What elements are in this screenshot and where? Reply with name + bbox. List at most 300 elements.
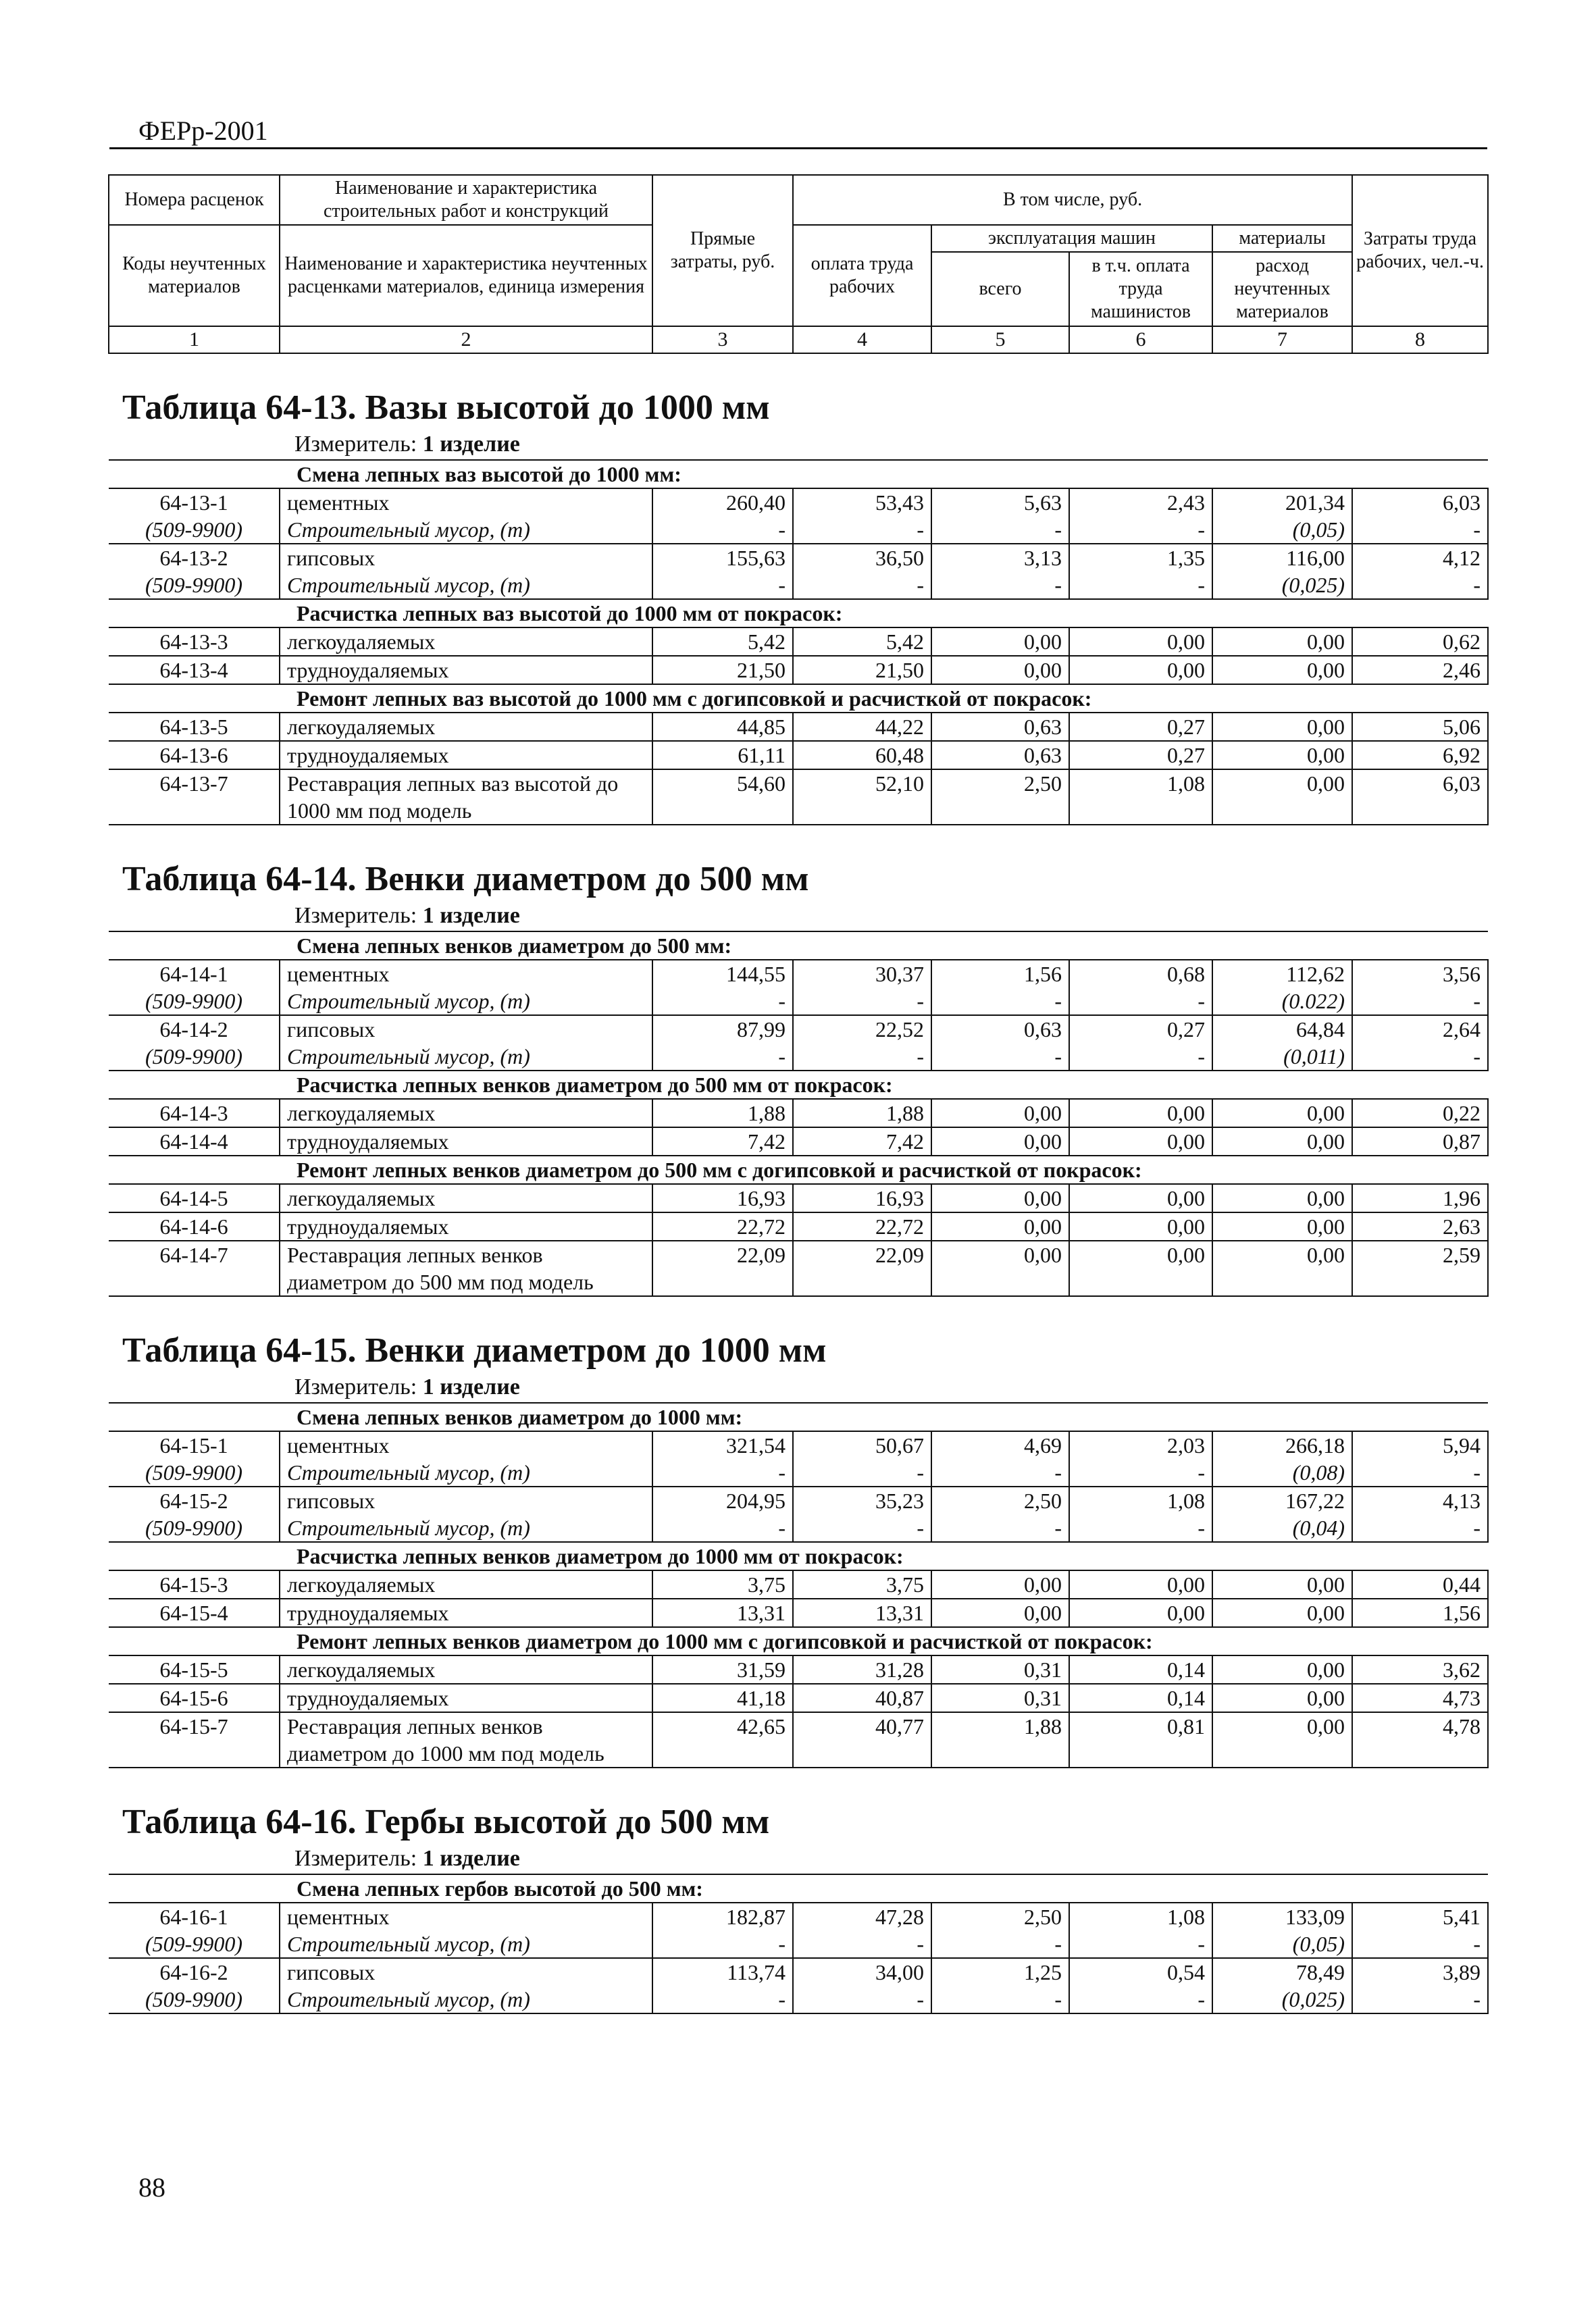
material-row <box>109 1986 1488 2013</box>
labor-hours: 6,92 <box>1352 741 1488 769</box>
direct-cost: 22,72 <box>652 1212 793 1241</box>
col-number: 5 <box>931 326 1069 353</box>
material-code: (509-9900) <box>109 1514 280 1542</box>
labor-hours: 3,89 <box>1352 1958 1488 1986</box>
direct-cost: 22,09 <box>652 1241 793 1296</box>
labor-hours: 2,46 <box>1352 656 1488 684</box>
worker-pay: 30,37 <box>793 960 931 987</box>
worker-pay: - <box>793 1986 931 2013</box>
direct-cost: 31,59 <box>652 1655 793 1684</box>
col-header-codes: Номера расценок <box>109 175 280 225</box>
materials: 78,49 <box>1212 1958 1352 1986</box>
machinist-pay: 2,03 <box>1069 1431 1212 1459</box>
rate-code: 64-14-7 <box>109 1241 280 1296</box>
machines-total: 0,00 <box>931 1099 1069 1127</box>
worker-pay: 13,31 <box>793 1599 931 1627</box>
machinist-pay: - <box>1069 571 1212 599</box>
machines-total: 4,69 <box>931 1431 1069 1459</box>
labor-hours: 4,78 <box>1352 1712 1488 1768</box>
section-heading: Смена лепных ваз высотой до 1000 мм: <box>109 460 1488 488</box>
work-name: трудноудаляемых <box>280 741 652 769</box>
col-header-materials: материалы <box>1212 225 1352 252</box>
col-header-machines-total: всего <box>931 252 1069 326</box>
unit-line <box>109 1844 1488 1874</box>
table-row <box>109 1487 1488 1514</box>
labor-hours: - <box>1352 1986 1488 2013</box>
material-code: (509-9900) <box>109 1930 280 1958</box>
direct-cost: 204,95 <box>652 1487 793 1514</box>
material-row <box>109 1459 1488 1487</box>
work-name: легкоудаляемых <box>280 1570 652 1599</box>
worker-pay: - <box>793 1459 931 1487</box>
unit-line <box>109 901 1488 931</box>
machinist-pay: 1,08 <box>1069 769 1212 825</box>
direct-cost: 113,74 <box>652 1958 793 1986</box>
table-row <box>109 1655 1488 1684</box>
machines-total: - <box>931 987 1069 1015</box>
worker-pay: - <box>793 1043 931 1071</box>
materials: 64,84 <box>1212 1015 1352 1043</box>
material-name: Строительный мусор, (т) <box>280 1930 652 1958</box>
unit-value: 1 изделие <box>422 432 520 457</box>
labor-hours: 5,06 <box>1352 713 1488 741</box>
unit-value: 1 изделие <box>422 903 520 928</box>
direct-cost: 5,42 <box>652 627 793 656</box>
document-header: ФЕРр-2001 <box>138 115 268 146</box>
col-header-name: Наименование и характеристика строительных работ и конструкций <box>280 175 652 225</box>
direct-cost: 155,63 <box>652 544 793 571</box>
direct-cost: - <box>652 516 793 544</box>
work-name: трудноудаляемых <box>280 1599 652 1627</box>
rate-code: 64-16-2 <box>109 1958 280 1986</box>
worker-pay: 31,28 <box>793 1655 931 1684</box>
machines-total: 0,00 <box>931 1212 1069 1241</box>
machinist-pay: 0,54 <box>1069 1958 1212 1986</box>
work-name: Реставрация лепных венков диаметром до 1000 мм под модель <box>280 1712 652 1768</box>
table-row <box>109 1684 1488 1712</box>
material-row <box>109 1043 1488 1071</box>
direct-cost: - <box>652 1459 793 1487</box>
rate-code: 64-15-2 <box>109 1487 280 1514</box>
labor-hours: 2,63 <box>1352 1212 1488 1241</box>
col-header-machines: эксплуатация машин <box>931 225 1212 252</box>
machinist-pay: 0,00 <box>1069 656 1212 684</box>
col-header-direct-costs: Прямые затраты, руб. <box>652 175 793 326</box>
machinist-pay: 0,68 <box>1069 960 1212 987</box>
worker-pay: 53,43 <box>793 488 931 516</box>
material-consumption: (0,05) <box>1212 1930 1352 1958</box>
materials: 0,00 <box>1212 656 1352 684</box>
machinist-pay: - <box>1069 1459 1212 1487</box>
labor-hours: 5,41 <box>1352 1903 1488 1930</box>
table-row <box>109 1212 1488 1241</box>
materials: 0,00 <box>1212 1127 1352 1156</box>
work-name: цементных <box>280 488 652 516</box>
direct-cost: 3,75 <box>652 1570 793 1599</box>
worker-pay: 47,28 <box>793 1903 931 1930</box>
machinist-pay: 0,00 <box>1069 627 1212 656</box>
machines-total: 2,50 <box>931 1903 1069 1930</box>
direct-cost: - <box>652 1930 793 1958</box>
machinist-pay: 0,00 <box>1069 1184 1212 1212</box>
section-heading: Ремонт лепных венков диаметром до 500 мм с догипсовкой и расчисткой от покрасок: <box>109 1156 1488 1184</box>
direct-cost: 321,54 <box>652 1431 793 1459</box>
rate-code: 64-15-4 <box>109 1599 280 1627</box>
machines-total: - <box>931 516 1069 544</box>
section-heading: Расчистка лепных ваз высотой до 1000 мм от покрасок: <box>109 599 1488 627</box>
col-number: 4 <box>793 326 931 353</box>
rate-code: 64-13-2 <box>109 544 280 571</box>
labor-hours: 0,87 <box>1352 1127 1488 1156</box>
machines-total: 0,00 <box>931 1241 1069 1296</box>
labor-hours: - <box>1352 571 1488 599</box>
material-row <box>109 1514 1488 1542</box>
rate-code: 64-13-5 <box>109 713 280 741</box>
labor-hours: 1,96 <box>1352 1184 1488 1212</box>
materials: 0,00 <box>1212 741 1352 769</box>
labor-hours: 0,44 <box>1352 1570 1488 1599</box>
machines-total: - <box>931 1986 1069 2013</box>
work-name: трудноудаляемых <box>280 1212 652 1241</box>
material-row <box>109 516 1488 544</box>
materials: 0,00 <box>1212 1099 1352 1127</box>
table-row <box>109 1712 1488 1768</box>
rate-code: 64-14-6 <box>109 1212 280 1241</box>
machinist-pay: 2,43 <box>1069 488 1212 516</box>
worker-pay: 22,09 <box>793 1241 931 1296</box>
labor-hours: 2,64 <box>1352 1015 1488 1043</box>
material-consumption: (0,025) <box>1212 1986 1352 2013</box>
worker-pay: - <box>793 987 931 1015</box>
col-header-material-name: Наименование и характеристика неучтенных расценками материалов, единица измерения <box>280 225 652 326</box>
labor-hours: - <box>1352 1514 1488 1542</box>
machines-total: 1,88 <box>931 1712 1069 1768</box>
machines-total: 0,00 <box>931 1570 1069 1599</box>
labor-hours: 4,73 <box>1352 1684 1488 1712</box>
materials: 201,34 <box>1212 488 1352 516</box>
machinist-pay: 0,00 <box>1069 1212 1212 1241</box>
rate-code: 64-15-3 <box>109 1570 280 1599</box>
labor-hours: 0,22 <box>1352 1099 1488 1127</box>
rate-code: 64-15-7 <box>109 1712 280 1768</box>
table-row <box>109 1099 1488 1127</box>
work-name: трудноудаляемых <box>280 1127 652 1156</box>
materials: 112,62 <box>1212 960 1352 987</box>
rate-code: 64-14-1 <box>109 960 280 987</box>
work-name: трудноудаляемых <box>280 1684 652 1712</box>
table-row <box>109 1241 1488 1296</box>
labor-hours: - <box>1352 1459 1488 1487</box>
worker-pay: 44,22 <box>793 713 931 741</box>
worker-pay: - <box>793 1514 931 1542</box>
machinist-pay: - <box>1069 1930 1212 1958</box>
worker-pay: 40,77 <box>793 1712 931 1768</box>
work-name: Реставрация лепных венков диаметром до 500 мм под модель <box>280 1241 652 1296</box>
table-row <box>109 1958 1488 1986</box>
col-number: 1 <box>109 326 280 353</box>
labor-hours: 4,12 <box>1352 544 1488 571</box>
direct-cost: - <box>652 1514 793 1542</box>
unit-label: Измеритель: <box>294 903 417 928</box>
work-name: гипсовых <box>280 1958 652 1986</box>
unit-value: 1 изделие <box>422 1374 520 1399</box>
table-row <box>109 1903 1488 1930</box>
material-code: (509-9900) <box>109 516 280 544</box>
rate-code: 64-15-1 <box>109 1431 280 1459</box>
material-name: Строительный мусор, (т) <box>280 1986 652 2013</box>
labor-hours: - <box>1352 987 1488 1015</box>
direct-cost: - <box>652 987 793 1015</box>
col-header-material-codes: Коды неучтенных материалов <box>109 225 280 326</box>
rate-code: 64-13-1 <box>109 488 280 516</box>
labor-hours: 3,62 <box>1352 1655 1488 1684</box>
materials: 167,22 <box>1212 1487 1352 1514</box>
materials: 0,00 <box>1212 1212 1352 1241</box>
worker-pay: 22,52 <box>793 1015 931 1043</box>
machines-total: 0,63 <box>931 741 1069 769</box>
column-numbers-row <box>109 326 1488 353</box>
worker-pay: - <box>793 516 931 544</box>
worker-pay: 35,23 <box>793 1487 931 1514</box>
materials: 0,00 <box>1212 1684 1352 1712</box>
rate-code: 64-14-3 <box>109 1099 280 1127</box>
header-rule <box>109 147 1487 149</box>
table-row <box>109 713 1488 741</box>
unit-line <box>109 1372 1488 1403</box>
col-header-labor-hours: Затраты труда рабочих, чел.-ч. <box>1352 175 1488 326</box>
direct-cost: - <box>652 1986 793 2013</box>
material-code: (509-9900) <box>109 571 280 599</box>
materials: 0,00 <box>1212 1241 1352 1296</box>
machines-total: 0,00 <box>931 656 1069 684</box>
direct-cost: 7,42 <box>652 1127 793 1156</box>
machines-total: 0,31 <box>931 1655 1069 1684</box>
machines-total: 2,50 <box>931 769 1069 825</box>
rate-code: 64-14-2 <box>109 1015 280 1043</box>
materials: 116,00 <box>1212 544 1352 571</box>
machinist-pay: 0,00 <box>1069 1241 1212 1296</box>
machines-total: 0,63 <box>931 1015 1069 1043</box>
section-heading: Расчистка лепных венков диаметром до 500 мм от покрасок: <box>109 1071 1488 1099</box>
direct-cost: 87,99 <box>652 1015 793 1043</box>
machines-total: - <box>931 1459 1069 1487</box>
direct-cost: 260,40 <box>652 488 793 516</box>
machinist-pay: 0,00 <box>1069 1570 1212 1599</box>
worker-pay: 52,10 <box>793 769 931 825</box>
machinist-pay: 0,14 <box>1069 1655 1212 1684</box>
unit-line <box>109 430 1488 460</box>
materials: 0,00 <box>1212 1570 1352 1599</box>
direct-cost: 16,93 <box>652 1184 793 1212</box>
work-name: гипсовых <box>280 1487 652 1514</box>
worker-pay: - <box>793 1930 931 1958</box>
col-number: 7 <box>1212 326 1352 353</box>
machines-total: - <box>931 1930 1069 1958</box>
labor-hours: 4,13 <box>1352 1487 1488 1514</box>
labor-hours: - <box>1352 516 1488 544</box>
work-name: легкоудаляемых <box>280 1184 652 1212</box>
machinist-pay: - <box>1069 516 1212 544</box>
machinist-pay: - <box>1069 1043 1212 1071</box>
work-name: цементных <box>280 1903 652 1930</box>
rate-code: 64-16-1 <box>109 1903 280 1930</box>
materials: 0,00 <box>1212 1655 1352 1684</box>
work-name: гипсовых <box>280 1015 652 1043</box>
unit-value: 1 изделие <box>422 1846 520 1871</box>
table-row <box>109 741 1488 769</box>
work-name: легкоудаляемых <box>280 627 652 656</box>
col-number: 3 <box>652 326 793 353</box>
machinist-pay: 0,27 <box>1069 741 1212 769</box>
direct-cost: - <box>652 1043 793 1071</box>
direct-cost: - <box>652 571 793 599</box>
worker-pay: 1,88 <box>793 1099 931 1127</box>
machines-total: - <box>931 1043 1069 1071</box>
col-header-including: В том числе, руб. <box>793 175 1352 225</box>
materials: 0,00 <box>1212 1599 1352 1627</box>
material-code: (509-9900) <box>109 1459 280 1487</box>
direct-cost: 182,87 <box>652 1903 793 1930</box>
section-heading: Расчистка лепных венков диаметром до 1000 мм от покрасок: <box>109 1542 1488 1570</box>
materials: 0,00 <box>1212 1712 1352 1768</box>
material-code: (509-9900) <box>109 1986 280 2013</box>
table-title: Таблица 64-14. Венки диаметром до 500 мм <box>122 860 809 898</box>
labor-hours: 0,62 <box>1352 627 1488 656</box>
rate-code: 64-15-5 <box>109 1655 280 1684</box>
worker-pay: 21,50 <box>793 656 931 684</box>
table-row <box>109 1015 1488 1043</box>
table-row <box>109 1570 1488 1599</box>
labor-hours: 6,03 <box>1352 488 1488 516</box>
material-consumption: (0,04) <box>1212 1514 1352 1542</box>
material-consumption: (0.022) <box>1212 987 1352 1015</box>
machinist-pay: 0,27 <box>1069 1015 1212 1043</box>
rates-table <box>108 174 1489 2014</box>
work-name: легкоудаляемых <box>280 1099 652 1127</box>
worker-pay: 34,00 <box>793 1958 931 1986</box>
machines-total: 5,63 <box>931 488 1069 516</box>
col-header-worker-pay: оплата труда рабочих <box>793 225 931 326</box>
material-code: (509-9900) <box>109 987 280 1015</box>
machinist-pay: - <box>1069 1986 1212 2013</box>
worker-pay: 5,42 <box>793 627 931 656</box>
labor-hours: 1,56 <box>1352 1599 1488 1627</box>
rate-code: 64-14-4 <box>109 1127 280 1156</box>
machinist-pay: 0,27 <box>1069 713 1212 741</box>
machines-total: 1,56 <box>931 960 1069 987</box>
machinist-pay: 0,00 <box>1069 1599 1212 1627</box>
col-header-material-consumption: расход неучтенных материалов <box>1212 252 1352 326</box>
section-heading: Смена лепных гербов высотой до 500 мм: <box>109 1874 1488 1903</box>
material-consumption: (0,05) <box>1212 516 1352 544</box>
machinist-pay: 1,35 <box>1069 544 1212 571</box>
work-name: цементных <box>280 1431 652 1459</box>
table-title: Таблица 64-13. Вазы высотой до 1000 мм <box>122 388 770 427</box>
col-number: 6 <box>1069 326 1212 353</box>
material-name: Строительный мусор, (т) <box>280 1459 652 1487</box>
labor-hours: 5,94 <box>1352 1431 1488 1459</box>
rate-code: 64-13-4 <box>109 656 280 684</box>
material-name: Строительный мусор, (т) <box>280 987 652 1015</box>
rate-code: 64-14-5 <box>109 1184 280 1212</box>
machines-total: - <box>931 571 1069 599</box>
work-name: цементных <box>280 960 652 987</box>
machines-total: - <box>931 1514 1069 1542</box>
col-number: 8 <box>1352 326 1488 353</box>
unit-label: Измеритель: <box>294 1374 417 1399</box>
machinist-pay: 0,81 <box>1069 1712 1212 1768</box>
material-consumption: (0,08) <box>1212 1459 1352 1487</box>
materials: 0,00 <box>1212 713 1352 741</box>
rate-code: 64-13-3 <box>109 627 280 656</box>
section-heading: Ремонт лепных ваз высотой до 1000 мм с догипсовкой и расчисткой от покрасок: <box>109 684 1488 713</box>
material-consumption: (0,025) <box>1212 571 1352 599</box>
worker-pay: 3,75 <box>793 1570 931 1599</box>
table-row <box>109 1184 1488 1212</box>
worker-pay: 36,50 <box>793 544 931 571</box>
section-heading: Смена лепных венков диаметром до 500 мм: <box>109 931 1488 960</box>
direct-cost: 1,88 <box>652 1099 793 1127</box>
material-row <box>109 987 1488 1015</box>
machines-total: 0,00 <box>931 1184 1069 1212</box>
machinist-pay: - <box>1069 1514 1212 1542</box>
machinist-pay: 0,00 <box>1069 1099 1212 1127</box>
machines-total: 0,31 <box>931 1684 1069 1712</box>
table-row <box>109 1127 1488 1156</box>
machines-total: 2,50 <box>931 1487 1069 1514</box>
work-name: трудноудаляемых <box>280 656 652 684</box>
work-name: легкоудаляемых <box>280 1655 652 1684</box>
section-heading: Ремонт лепных венков диаметром до 1000 мм с догипсовкой и расчисткой от покрасок: <box>109 1627 1488 1655</box>
machinist-pay: 1,08 <box>1069 1487 1212 1514</box>
col-number: 2 <box>280 326 652 353</box>
worker-pay: 22,72 <box>793 1212 931 1241</box>
page-number: 88 <box>138 2172 165 2203</box>
labor-hours: 3,56 <box>1352 960 1488 987</box>
material-row <box>109 1930 1488 1958</box>
machinist-pay: 0,00 <box>1069 1127 1212 1156</box>
material-name: Строительный мусор, (т) <box>280 516 652 544</box>
unit-label: Измеритель: <box>294 1846 417 1871</box>
table-row <box>109 1599 1488 1627</box>
direct-cost: 61,11 <box>652 741 793 769</box>
direct-cost: 21,50 <box>652 656 793 684</box>
material-name: Строительный мусор, (т) <box>280 571 652 599</box>
table-row <box>109 544 1488 571</box>
materials: 266,18 <box>1212 1431 1352 1459</box>
machines-total: 0,00 <box>931 1599 1069 1627</box>
labor-hours: 2,59 <box>1352 1241 1488 1296</box>
material-consumption: (0,011) <box>1212 1043 1352 1071</box>
worker-pay: - <box>793 571 931 599</box>
work-name: легкоудаляемых <box>280 713 652 741</box>
machines-total: 0,63 <box>931 713 1069 741</box>
table-row <box>109 627 1488 656</box>
table-title: Таблица 64-15. Венки диаметром до 1000 мм <box>122 1331 827 1370</box>
worker-pay: 50,67 <box>793 1431 931 1459</box>
direct-cost: 13,31 <box>652 1599 793 1627</box>
labor-hours: 6,03 <box>1352 769 1488 825</box>
worker-pay: 60,48 <box>793 741 931 769</box>
direct-cost: 54,60 <box>652 769 793 825</box>
table-row <box>109 488 1488 516</box>
direct-cost: 41,18 <box>652 1684 793 1712</box>
direct-cost: 144,55 <box>652 960 793 987</box>
machinist-pay: - <box>1069 987 1212 1015</box>
machines-total: 0,00 <box>931 627 1069 656</box>
machinist-pay: 1,08 <box>1069 1903 1212 1930</box>
materials: 0,00 <box>1212 769 1352 825</box>
